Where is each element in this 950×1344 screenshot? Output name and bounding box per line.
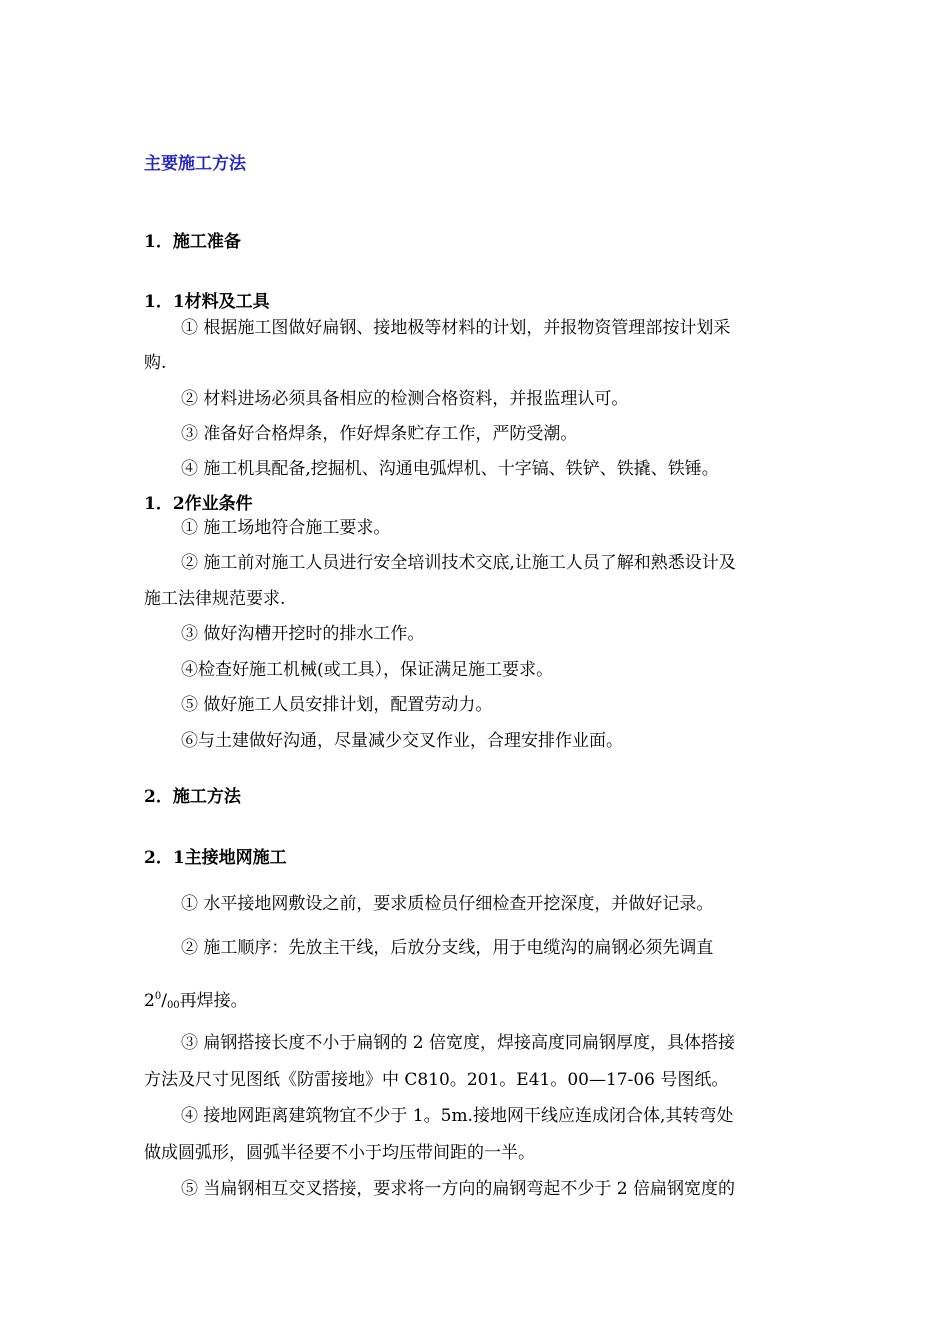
slope-superscript: 0: [154, 991, 162, 1002]
paragraph: ② 施工顺序：先放主干线，后放分支线，用于电缆沟的扁钢必须先调直: [181, 938, 714, 958]
paragraph: ⑤ 做好施工人员安排计划，配置劳动力。: [181, 695, 493, 715]
section-1-1-heading: 1．1材料及工具: [144, 292, 270, 312]
paragraph: ④ 接地网距离建筑物宜不少于 1。5m.接地网干线应连成闭合体,其转弯处: [181, 1106, 734, 1126]
paragraph: ① 施工场地符合施工要求。: [181, 518, 391, 538]
section-2-heading: 2．施工方法: [144, 787, 241, 807]
paragraph: ④检查好施工机械(或工具），保证满足施工要求。: [181, 660, 554, 680]
paragraph: ② 施工前对施工人员进行安全培训技术交底,让施工人员了解和熟悉设计及: [181, 553, 736, 573]
paragraph: ① 水平接地网敷设之前，要求质检员仔细检查开挖深度，并做好记录。: [181, 894, 714, 914]
paragraph: ④ 施工机具配备,挖掘机、沟通电弧焊机、十字镐、铁铲、铁撬、铁锤。: [181, 459, 719, 479]
slope-rest: 再焊接。: [179, 991, 248, 1011]
paragraph: ⑤ 当扁钢相互交叉搭接，要求将一方向的扁钢弯起不少于 2 倍扁钢宽度的: [181, 1179, 736, 1199]
paragraph: ② 材料进场必须具备相应的检测合格资料，并报监理认可。: [181, 389, 629, 409]
paragraph: ③ 做好沟槽开挖时的排水工作。: [181, 624, 425, 644]
paragraph-continuation: 购.: [144, 353, 167, 373]
section-1-2-heading: 1．2作业条件: [144, 494, 253, 514]
paragraph: ⑥与土建做好沟通，尽量减少交叉作业，合理安排作业面。: [181, 731, 623, 751]
paragraph-continuation: 方法及尺寸见图纸《防雷接地》中 C810。201。E41。00—17-06 号图纸。: [144, 1070, 729, 1090]
document-title: 主要施工方法: [144, 154, 246, 174]
slope-slash: /: [161, 991, 167, 1011]
section-2-1-heading: 2．1主接地网施工: [144, 848, 287, 868]
paragraph-continuation: 做成圆弧形，圆弧半径要不小于均压带间距的一半。: [144, 1143, 535, 1163]
paragraph: ① 根据施工图做好扁钢、接地极等材料的计划，并报物资管理部按计划采: [181, 318, 731, 338]
paragraph-continuation: 施工法律规范要求.: [144, 589, 286, 609]
section-1-heading: 1．施工准备: [144, 232, 241, 252]
paragraph-continuation: [144, 985, 248, 1018]
slope-subscript: 00: [166, 1000, 180, 1011]
paragraph: ③ 准备好合格焊条，作好焊条贮存工作，严防受潮。: [181, 424, 578, 444]
slope-number: 2: [144, 991, 155, 1011]
paragraph: ③ 扁钢搭接长度不小于扁钢的 2 倍宽度，焊接高度同扁钢厚度，具体搭接: [181, 1033, 736, 1053]
